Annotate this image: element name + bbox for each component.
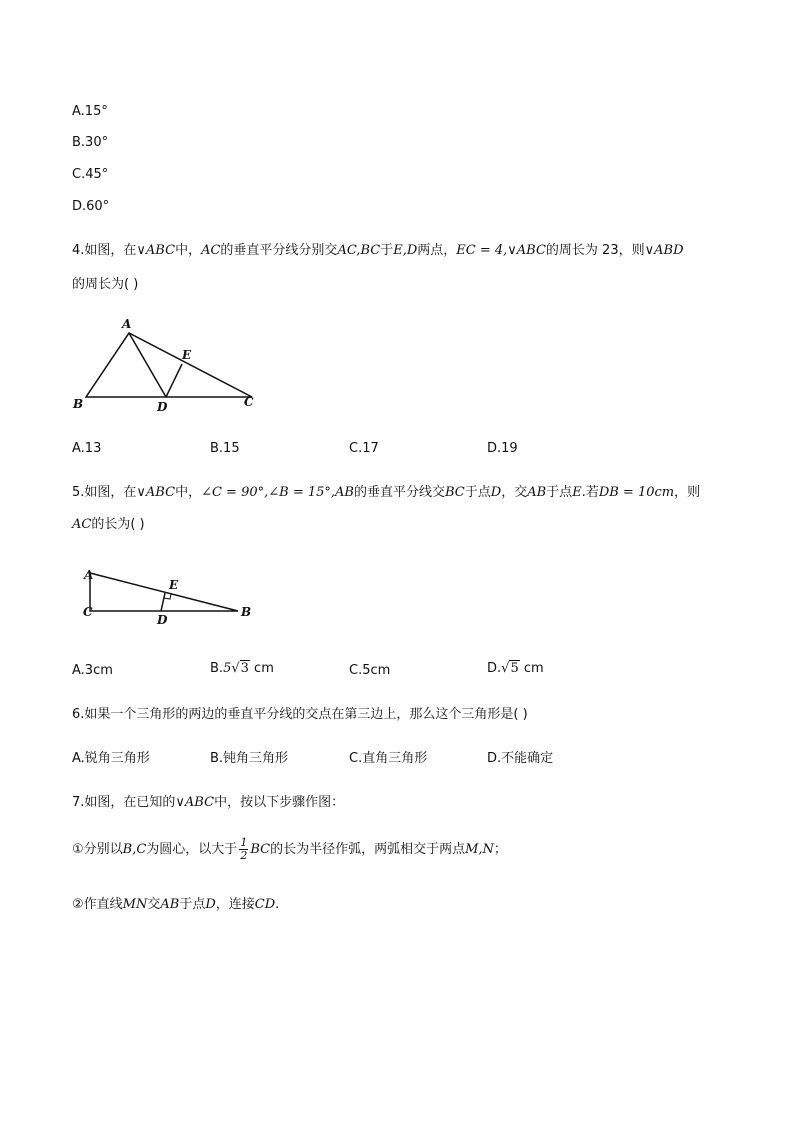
- q4-option-d: D.19: [487, 441, 518, 456]
- option-c: C.45°: [72, 167, 109, 182]
- question-5-line1: 5.如图，在∨ABC中，∠C = 90°,∠B = 15°,AB的垂直平分线交BC于点D，交AB于点E.若DB = 10cm，则: [72, 485, 701, 500]
- label-d: D: [157, 400, 168, 414]
- question-5-figure: [78, 560, 258, 628]
- option-b: B.30°: [72, 135, 109, 150]
- q4-option-a: A.13: [72, 441, 102, 456]
- label-a: A: [84, 568, 94, 582]
- q6-option-b: B.钝角三角形: [210, 751, 289, 766]
- label-c: C: [244, 395, 254, 409]
- label-e: E: [182, 348, 192, 362]
- question-7-step1: ①分别以B,C为圆心，以大于 $\frac{1}{2}$ BC的长为半径作弧，两弧相交于两点M,N；: [72, 836, 507, 862]
- label-d: D: [157, 613, 168, 627]
- q4-option-c: C.17: [349, 441, 379, 456]
- label-a: A: [122, 317, 132, 331]
- q4-option-b: B.15: [210, 441, 240, 456]
- option-d: D.60°: [72, 199, 110, 214]
- question-4-line2: 的周长为( ): [72, 277, 139, 292]
- label-e: E: [169, 578, 179, 592]
- q5-option-d: D.√5 cm: [487, 661, 544, 676]
- segment-de: [166, 364, 182, 397]
- fraction-one-half: $\frac{1}{2}$: [240, 836, 248, 862]
- option-a: A.15°: [72, 104, 108, 119]
- label-b: B: [241, 605, 252, 619]
- question-6: 6.如果一个三角形的两边的垂直平分线的交点在第三边上，那么这个三角形是( ): [72, 707, 528, 722]
- segment-de: [161, 593, 165, 611]
- question-7-step2: ②作直线MN交AB于点D，连接CD.: [72, 897, 280, 912]
- question-4-line1: 4.如图，在∨ABC中，AC的垂直平分线分别交AC,BC于E,D两点，EC = 4,∨ABC的周长为 23，则∨ABD: [72, 243, 684, 258]
- question-5-line2: AC的长为( ): [72, 517, 145, 532]
- question-7-intro: 7.如图，在已知的∨ABC中，按以下步骤作图：: [72, 795, 345, 810]
- q6-option-a: A.锐角三角形: [72, 751, 150, 766]
- q5-option-a: A.3cm: [72, 663, 113, 678]
- triangle-abc: [90, 573, 238, 611]
- q5-option-b: B.5√3 cm: [210, 661, 274, 676]
- q6-option-d: D.不能确定: [487, 751, 554, 766]
- q6-option-c: C.直角三角形: [349, 751, 428, 766]
- label-b: B: [73, 397, 84, 411]
- label-c: C: [83, 605, 93, 619]
- question-4-figure: [70, 312, 270, 416]
- q5-option-c: C.5cm: [349, 663, 391, 678]
- triangle-abc: [86, 333, 252, 397]
